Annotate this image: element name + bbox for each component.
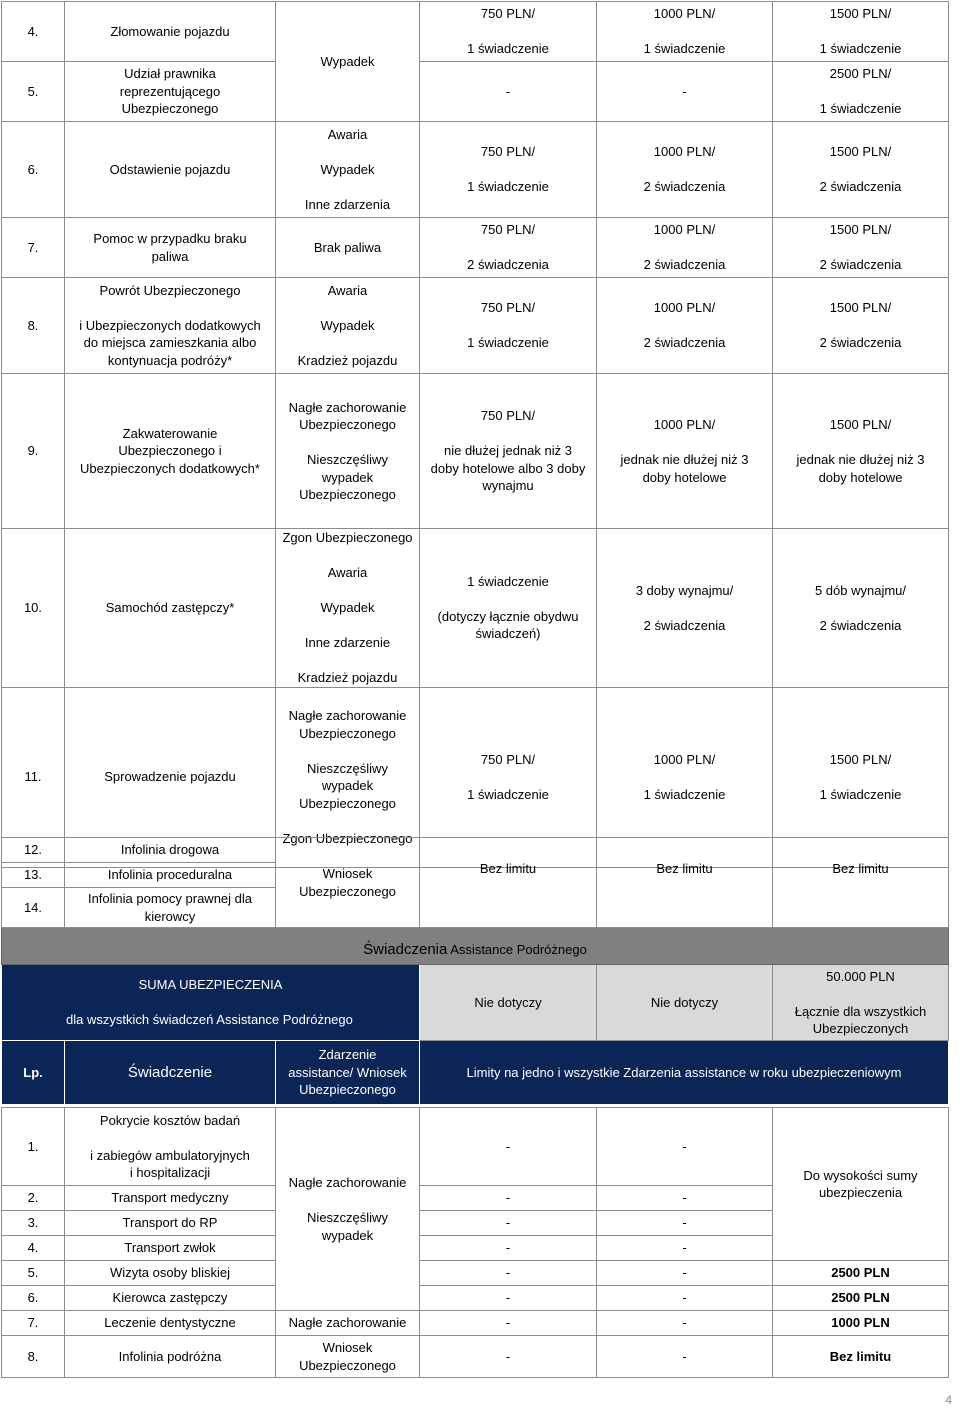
table-row [2, 1311, 949, 1336]
row-number: 11. [2, 687, 65, 867]
benefit-name: Transport medyczny [65, 1186, 276, 1211]
benefit-name: Infolinia pomocy prawnej dla kierowcy [65, 888, 276, 928]
limit-cell: 2500 PLN [773, 1286, 949, 1311]
limit-cell: - [597, 1311, 773, 1336]
benefit-name: Złomowanie pojazdu [65, 2, 276, 62]
limit-cell: 1500 PLN/ 1 świadczenie [773, 687, 949, 867]
page-number: 4 [945, 1393, 952, 1407]
limit-cell: 1000 PLN/ 2 świadczenia [597, 218, 773, 278]
suma-value: 50.000 PLN Łącznie dla wszystkich Ubezpieczonych [773, 965, 949, 1041]
suma-label: SUMA UBEZPIECZENIA dla wszystkich świadczeń Assistance Podróżnego [2, 965, 420, 1041]
row-number: 1. [2, 1108, 65, 1186]
table-row [2, 1286, 949, 1311]
limit-cell: - [597, 1108, 773, 1186]
row-number: 4. [2, 2, 65, 62]
benefit-name: Infolinia drogowa [65, 838, 276, 863]
limit-cell: - [597, 1211, 773, 1236]
table-row [2, 62, 949, 122]
row-number: 2. [2, 1186, 65, 1211]
row-number: 5. [2, 62, 65, 122]
limit-cell: 750 PLN/ 1 świadczenie [420, 2, 597, 62]
event-cell: Brak paliwa [276, 218, 420, 278]
limit-cell: - [420, 1261, 597, 1286]
assistance-table [1, 1, 949, 868]
limit-cell: 750 PLN/ 2 świadczenia [420, 218, 597, 278]
limit-cell: - [597, 1261, 773, 1286]
limit-cell: 1000 PLN/ 1 świadczenie [597, 687, 773, 867]
suma-value: Nie dotyczy [420, 965, 597, 1041]
benefit-name: Leczenie dentystyczne [65, 1311, 276, 1336]
limit-cell: 750 PLN/ nie dłużej jednak niż 3 doby hotelowe albo 3 doby wynajmu [420, 374, 597, 529]
limit-cell: 1000 PLN/ 2 świadczenia [597, 122, 773, 218]
header-lp: Lp. [2, 1041, 65, 1105]
row-number: 6. [2, 1286, 65, 1311]
benefit-name: Odstawienie pojazdu [65, 122, 276, 218]
event-cell: Zgon Ubezpieczonego Awaria Wypadek Inne zdarzenie Kradzież pojazdu [276, 529, 420, 688]
row-number: 6. [2, 122, 65, 218]
limit-cell: 750 PLN/ 1 świadczenie [420, 122, 597, 218]
benefit-name: Transport do RP [65, 1211, 276, 1236]
limit-cell: 1000 PLN/ 1 świadczenie [597, 2, 773, 62]
limit-cell: - [420, 1311, 597, 1336]
limit-cell: Bez limitu [773, 838, 949, 928]
limit-cell: 1500 PLN/ 1 świadczenie [773, 2, 949, 62]
header-limits: Limity na jedno i wszystkie Zdarzenia assistance w roku ubezpieczeniowym [420, 1041, 949, 1105]
benefit-name: Wizyta osoby bliskiej [65, 1261, 276, 1286]
table-row [2, 218, 949, 278]
event-cell: Nagłe zachorowanie [276, 1311, 420, 1336]
limit-cell: Do wysokości sumy ubezpieczenia [773, 1108, 949, 1261]
benefit-name: Pomoc w przypadku braku paliwa [65, 218, 276, 278]
limit-cell: 1500 PLN/ jednak nie dłużej niż 3 doby hotelowe [773, 374, 949, 529]
row-number: 3. [2, 1211, 65, 1236]
event-cell: Nagłe zachorowanie Ubezpieczonego Nieszczęśliwy wypadek Ubezpieczonego Zgon Ubezpieczonego [276, 687, 420, 867]
limit-cell: - [420, 62, 597, 122]
limit-cell: Bez limitu [773, 1336, 949, 1378]
limit-cell: - [597, 1336, 773, 1378]
benefit-name: Transport zwłok [65, 1236, 276, 1261]
suma-value: Nie dotyczy [597, 965, 773, 1041]
benefit-name: Sprowadzenie pojazdu [65, 687, 276, 867]
header-benefit: Świadczenie [65, 1041, 276, 1105]
event-cell: Nagłe zachorowanie Nieszczęśliwy wypadek [276, 1108, 420, 1311]
table-row [2, 529, 949, 688]
event-cell: Wniosek Ubezpieczonego [276, 1336, 420, 1378]
limit-cell: 3 doby wynajmu/ 2 świadczenia [597, 529, 773, 688]
limit-cell: 1000 PLN [773, 1311, 949, 1336]
section-banner [2, 928, 949, 965]
suma-row [2, 965, 949, 1041]
limit-cell: 1000 PLN/ jednak nie dłużej niż 3 doby hotelowe [597, 374, 773, 529]
limit-cell: - [597, 1286, 773, 1311]
benefit-name: Udział prawnika reprezentującego Ubezpieczonego [65, 62, 276, 122]
limit-cell: - [420, 1186, 597, 1211]
travel-table [1, 1107, 949, 1378]
table-row [2, 1108, 949, 1186]
section-title: Świadczenia Assistance Podróżnego [2, 928, 949, 965]
infolinia-table [1, 837, 949, 1105]
limit-cell: 1500 PLN/ 2 świadczenia [773, 122, 949, 218]
event-cell: Awaria Wypadek Kradzież pojazdu [276, 278, 420, 374]
benefit-name: Kierowca zastępczy [65, 1286, 276, 1311]
table-row [2, 122, 949, 218]
limit-cell: 1 świadczenie (dotyczy łącznie obydwu świadczeń) [420, 529, 597, 688]
limit-cell: - [420, 1236, 597, 1261]
limit-cell: - [420, 1211, 597, 1236]
row-number: 7. [2, 1311, 65, 1336]
limit-cell: Bez limitu [420, 838, 597, 928]
event-cell: Awaria Wypadek Inne zdarzenia [276, 122, 420, 218]
table-row [2, 374, 949, 529]
limit-cell: - [597, 1186, 773, 1211]
table-row [2, 838, 949, 863]
limit-cell: 1000 PLN/ 2 świadczenia [597, 278, 773, 374]
benefit-name: Zakwaterowanie Ubezpieczonego i Ubezpieczonych dodatkowych* [65, 374, 276, 529]
limit-cell: 2500 PLN/ 1 świadczenie [773, 62, 949, 122]
table-row [2, 1336, 949, 1378]
row-number: 9. [2, 374, 65, 529]
table-row [2, 2, 949, 62]
limit-cell: 750 PLN/ 1 świadczenie [420, 687, 597, 867]
limit-cell: - [597, 62, 773, 122]
row-number: 4. [2, 1236, 65, 1261]
benefit-name: Infolinia podróżna [65, 1336, 276, 1378]
limit-cell: 5 dób wynajmu/ 2 świadczenia [773, 529, 949, 688]
limit-cell: 1500 PLN/ 2 świadczenia [773, 218, 949, 278]
row-number: 8. [2, 278, 65, 374]
row-number: 5. [2, 1261, 65, 1286]
limit-cell: 2500 PLN [773, 1261, 949, 1286]
row-number: 8. [2, 1336, 65, 1378]
row-number: 12. [2, 838, 65, 863]
benefit-name: Infolinia proceduralna [65, 863, 276, 888]
header-row [2, 1041, 949, 1105]
event-cell: Wypadek [276, 2, 420, 122]
limit-cell: Bez limitu [597, 838, 773, 928]
event-cell: Nagłe zachorowanie Ubezpieczonego Nieszczęśliwy wypadek Ubezpieczonego [276, 374, 420, 529]
limit-cell: - [420, 1108, 597, 1186]
limit-cell: 1500 PLN/ 2 świadczenia [773, 278, 949, 374]
row-number: 10. [2, 529, 65, 688]
limit-cell: - [597, 1236, 773, 1261]
benefit-name: Samochód zastępczy* [65, 529, 276, 688]
event-cell: Wniosek Ubezpieczonego [276, 838, 420, 928]
header-event: Zdarzenie assistance/ Wniosek Ubezpieczonego [276, 1041, 420, 1105]
benefit-name: Powrót Ubezpieczonego i Ubezpieczonych dodatkowych do miejsca zamieszkania albo kontynuacja podróży* [65, 278, 276, 374]
row-number: 7. [2, 218, 65, 278]
limit-cell: - [420, 1286, 597, 1311]
row-number: 13. [2, 863, 65, 888]
limit-cell: 750 PLN/ 1 świadczenie [420, 278, 597, 374]
row-number: 14. [2, 888, 65, 928]
benefit-name: Pokrycie kosztów badań i zabiegów ambulatoryjnych i hospitalizacji [65, 1108, 276, 1186]
limit-cell: - [420, 1336, 597, 1378]
table-row [2, 1261, 949, 1286]
table-row [2, 278, 949, 374]
